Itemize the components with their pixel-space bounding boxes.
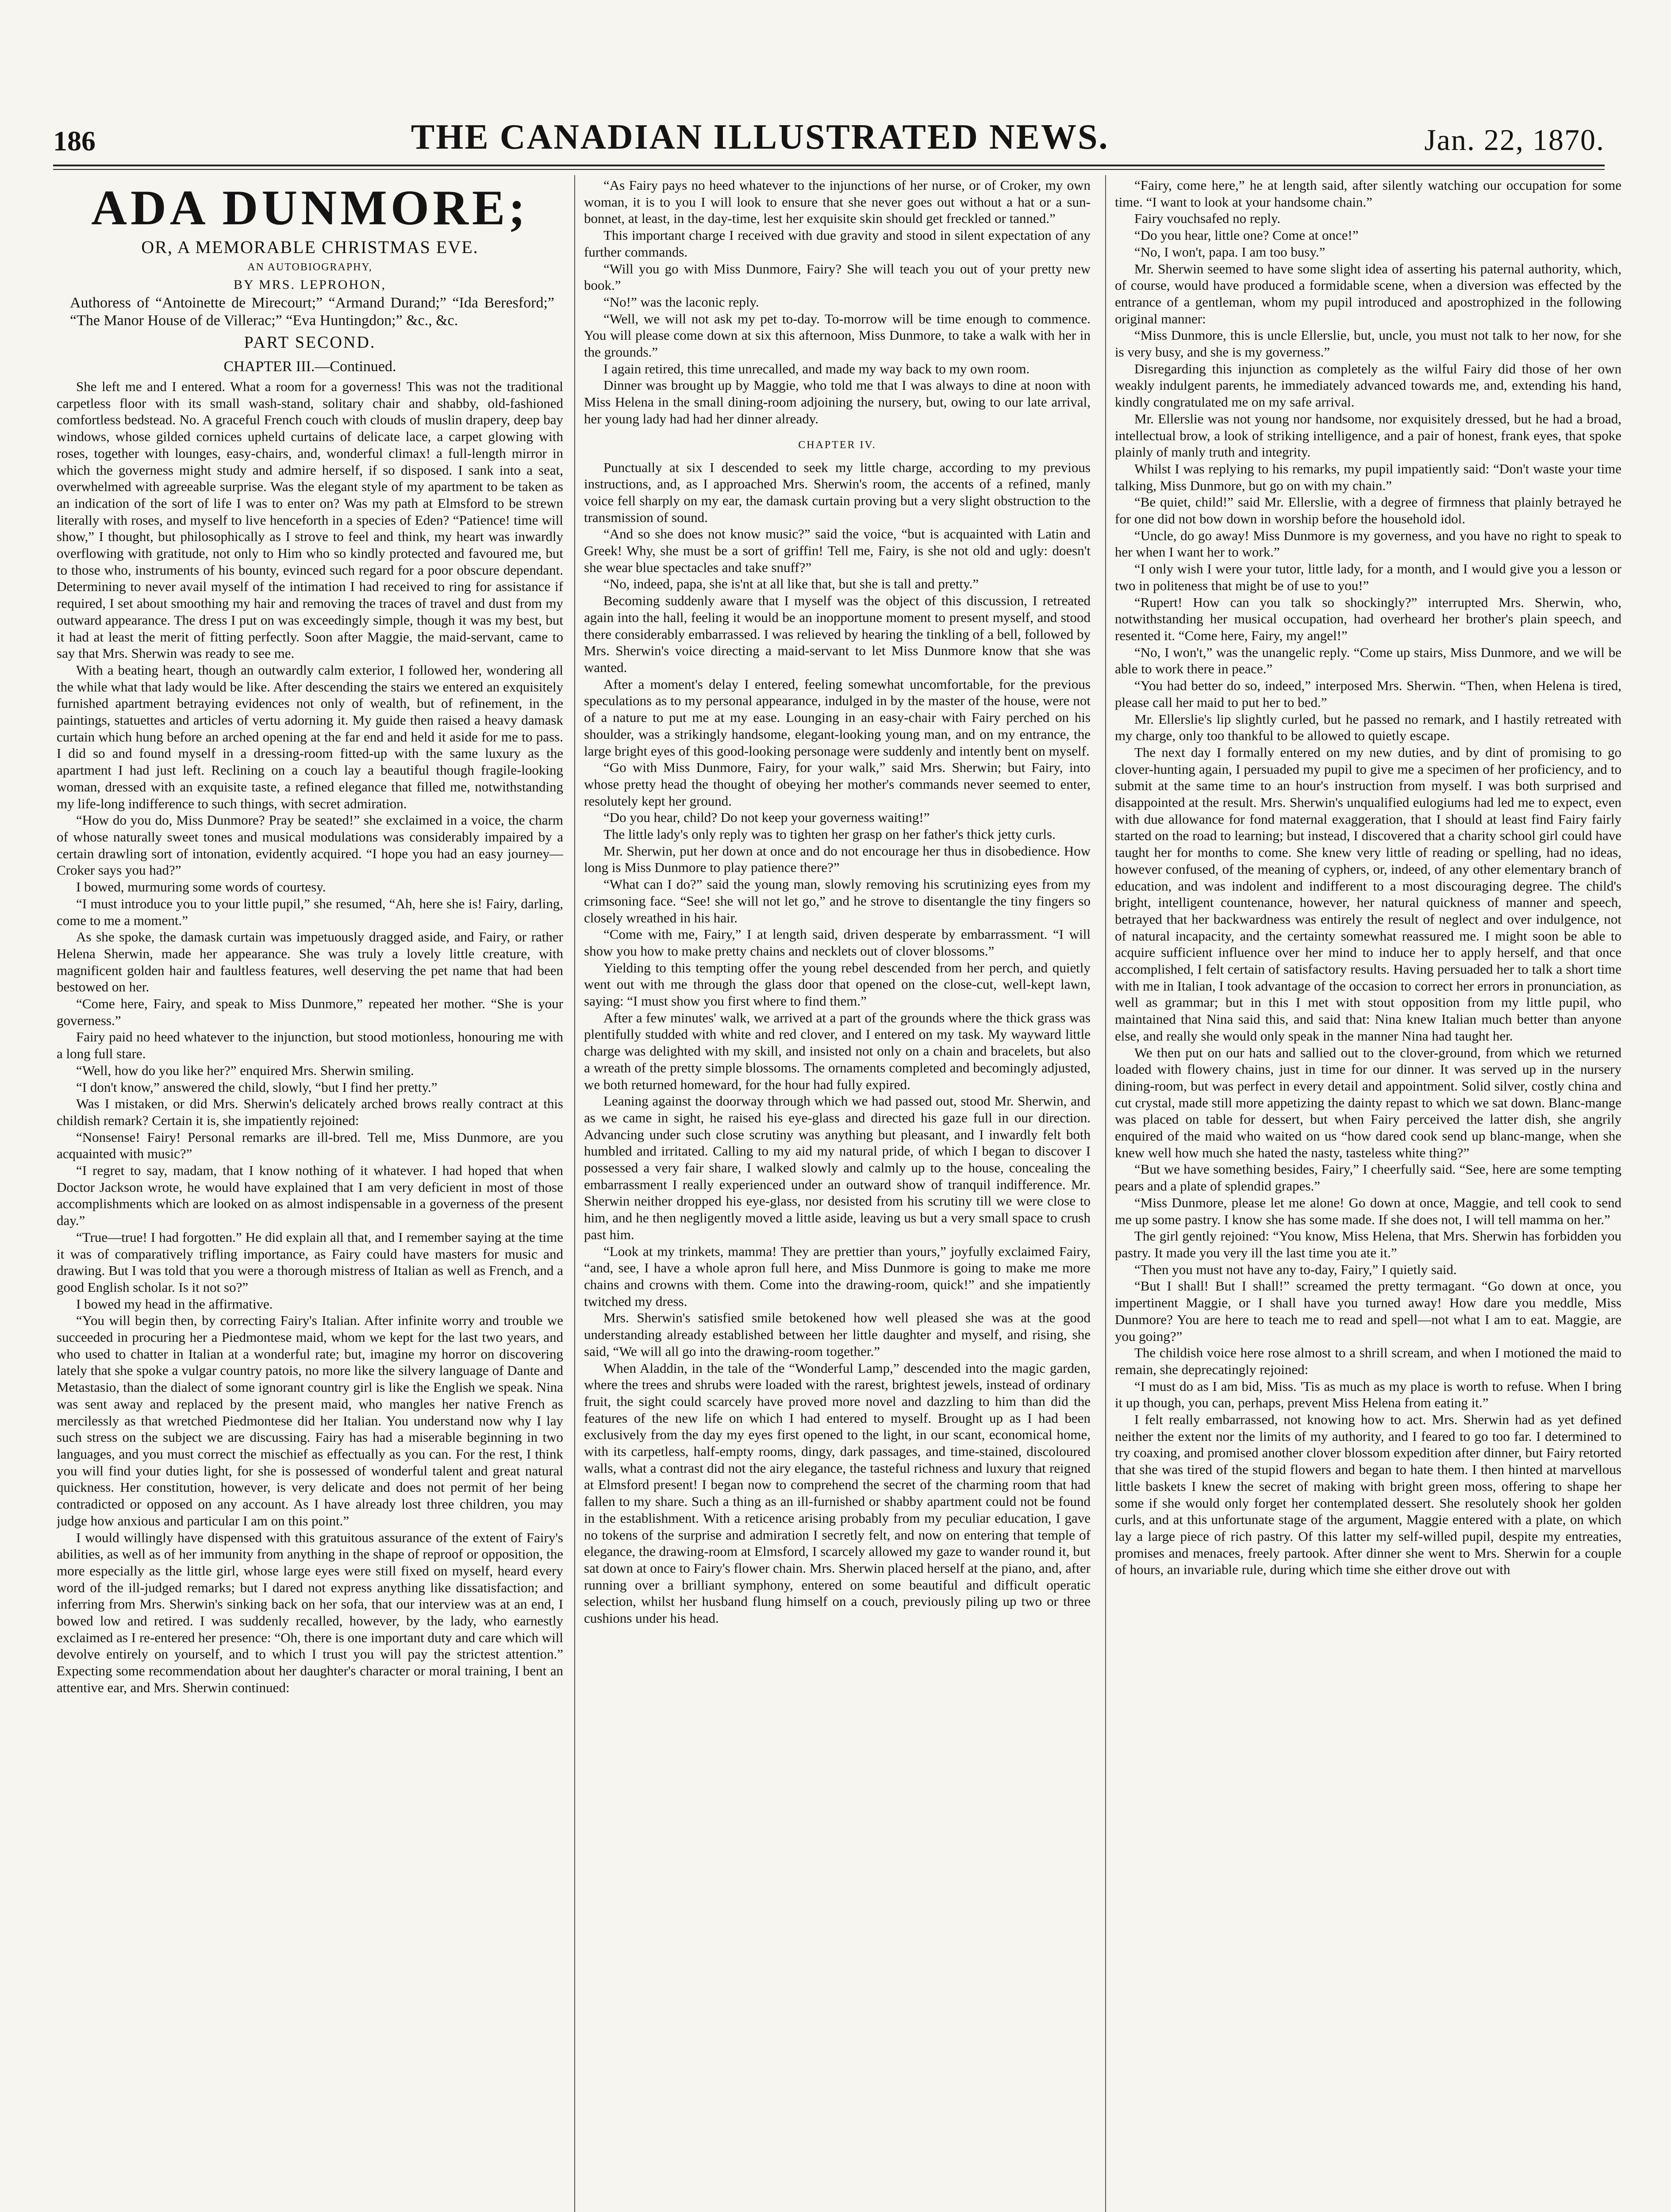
masthead: THE CANADIAN ILLUSTRATED NEWS. bbox=[411, 118, 1109, 157]
story-title: ADA DUNMORE; bbox=[91, 180, 529, 235]
paragraph: The girl gently rejoined: “You know, Miss Helena, that Mrs. Sherwin has forbidden you pastry. It made you very ill the last time you ate it.” bbox=[1115, 1228, 1621, 1260]
paragraph: As she spoke, the damask curtain was impetuously dragged aside, and Fairy, or rather Helena Sherwin, made her appearance. She was truly a lovely little creature, with magnificent golden hair and faultless features, well deserving the pet name that had been bestowed on her. bbox=[57, 929, 563, 995]
paragraph: Mr. Sherwin, put her down at once and do not encourage her thus in disobedience. How long is Miss Dunmore to play patience there?” bbox=[584, 843, 1091, 876]
paragraph: “Then you must not have any to-day, Fairy,” I quietly said. bbox=[1134, 1261, 1457, 1277]
paragraph: “Do you hear, little one? Come at once!” bbox=[1134, 227, 1359, 243]
paragraph: “What can I do?” said the young man, slowly removing his scrutinizing eyes from my crimsoning face. “See! she will not let go,” and he strove to disentangle the tiny fingers so closely wreathed in his hair. bbox=[584, 876, 1091, 926]
byline: BY MRS. LEPROHON, bbox=[234, 277, 386, 292]
paragraph: “Well, how do you like her?” enquired Mrs. Sherwin smiling. bbox=[76, 1062, 414, 1078]
page-number: 186 bbox=[53, 125, 96, 157]
paragraph: Punctually at six I descended to seek my little charge, according to my previous instructions, and, as I approached Mrs. Sherwin's room, the accents of a refined, manly voice fell sharply on my ear, the damask curtain proving but a very slight obstruction to the transmission of sound. bbox=[584, 459, 1091, 525]
page-header bbox=[53, 104, 1605, 157]
paragraph: I bowed my head in the affirmative. bbox=[76, 1296, 273, 1312]
paragraph: Mr. Ellerslie was not young nor handsome, nor exquisitely dressed, but he had a broad, intellectual brow, a look of striking intelligence, and a pair of honest, frank eyes, that spoke plainly of manly truth and integrity. bbox=[1115, 411, 1621, 460]
paragraph: “No, I won't,” was the unangelic reply. “Come up stairs, Miss Dunmore, and we will be able to work there in peace.” bbox=[1115, 644, 1621, 677]
paragraph: The little lady's only reply was to tighten her grasp on her father's thick jetty curls. bbox=[603, 826, 1056, 842]
paragraph: “Nonsense! Fairy! Personal remarks are ill-bred. Tell me, Miss Dunmore, are you acquainted with music?” bbox=[57, 1129, 563, 1162]
paragraph: “I must introduce you to your little pupil,” she resumed, “Ah, here she is! Fairy, darling, come to me a moment.” bbox=[57, 895, 563, 928]
paragraph: Yielding to this tempting offer the young rebel descended from her perch, and quietly went out with me through the glass door that opened on the close-cut, well-kept lawn, saying: “I must show you first where to find them.” bbox=[584, 960, 1091, 1009]
paragraph: She left me and I entered. What a room for a governess! This was not the traditional carpetless floor with its small wash-stand, solitary chair and shabby, old-fashioned comfortless bedstead. No. A graceful French couch with clouds of muslin drapery, deep bay windows, whose gilded cornices upheld curtains of delicate lace, a carpet glowing with roses, together with lounges, easy-chairs, and, wonderful climax! a full-length mirror in which the governess might study and admire herself, if so disposed. I sank into a seat, overwhelmed with agreeable surprise. Was the elegant style of my apartment to be taken as an indication of the sort of life I was to enter on? Was my path at Elmsford to be strewn literally with roses, and myself to live henceforth in a species of Eden? “Patience! time will show,” I thought, but philosophically as I strove to feel and think, my heart was inwardly overflowing with gratitude, not only to Him who so kindly protected and favoured me, but to those who, instruments of his bounty, evinced such regard for a poor obscure dependant. Determining to never avail myself of the intimation I had received to ring for assistance if required, I set about smoothing my hair and removing the traces of travel and dust from my outward appearance. The dress I put on was exceedingly simple, though it was my best, but it had at least the merit of fitting perfectly. Soon after Maggie, the maid-servant, came to say that Mrs. Sherwin was ready to see me. bbox=[57, 379, 563, 661]
paragraph: Disregarding this injunction as completely as the wilful Fairy did those of her own weakly indulgent parents, he immediately advanced towards me, and, extending his hand, kindly congratulated me on my safe arrival. bbox=[1115, 361, 1621, 410]
issue-date: Jan. 22, 1870. bbox=[1424, 123, 1605, 157]
paragraph: “I regret to say, madam, that I know nothing of it whatever. I had hoped that when Doctor Jackson wrote, he would have explained that I am very deficient in most of those accomplishments which are looked on as almost indispensable in a governess of the present day.” bbox=[57, 1163, 563, 1229]
column-3-text bbox=[1115, 177, 1621, 1578]
paragraph: Mr. Ellerslie's lip slightly curled, but he passed no remark, and I hastily retreated with my charge, only too thankful to be allowed to quietly escape. bbox=[1115, 711, 1621, 744]
paragraph: With a beating heart, though an outwardly calm exterior, I followed her, wondering all the while what that lady would be like. After descending the stairs we entered an exquisitely furnished apartment betraying evidences not only of wealth, but of refinement, in the paintings, statuettes and articles of vertu adorning it. My guide then raised a heavy damask curtain which hung before an arched opening at the far end and held it aside for me to pass. I did so and found myself in a dressing-room fitted-up with the same luxury as the apartment I had just left. Reclining on a couch lay a beautiful though fragile-looking woman, dressed with an exquisite taste, a refined elegance that filled me, notwithstanding my life-long indifference to such things, with secret admiration. bbox=[57, 662, 563, 811]
paragraph: “No!” was the laconic reply. bbox=[603, 294, 759, 310]
paragraph: “I only wish I were your tutor, little lady, for a month, and I would give you a lesson or two in politeness that might be of use to you!” bbox=[1115, 561, 1621, 593]
column-1-text bbox=[57, 378, 563, 1696]
column-2 bbox=[584, 177, 1091, 2212]
paragraph: Becoming suddenly aware that I myself was the object of this discussion, I retreated again into the hall, feeling it would be an inopportune moment to present myself, and stood there considerably embarrassed. I was relieved by hearing the tinkling of a bell, followed by Mrs. Sherwin's voice directing a maid-servant to let Miss Dunmore know that she was wanted. bbox=[584, 593, 1091, 675]
paragraph: I bowed, murmuring some words of courtesy. bbox=[76, 879, 326, 895]
column-3 bbox=[1115, 177, 1621, 2212]
paragraph: “You will begin then, by correcting Fairy's Italian. After infinite worry and trouble we succeeded in procuring her a Piedmontese maid, whom we kept for the last two years, and who used to chatter in Italian at a wonderful rate; but, imagine my horror on discovering lately that she spoke a vulgar country patois, no more like the silvery language of Dante and Metastasio, than the dialect of some ignorant country girl is like the English we speak. Nina was sent away and replaced by the present maid, who mangles her native French as mercilessly as that wretched Piedmontese did her Italian. You understand now why I lay such stress on the subject we are discussing. Fairy has had a miserable beginning in two languages, and you must correct the mischief as effectually as you can. For the rest, I think you will find your duties light, for she is possessed of wonderful talent and great natural quickness. Her constitution, however, is very delicate and does not permit of her being contradicted or opposed on any account. As I have already lost three children, you may judge how anxious and particular I am on this point.” bbox=[57, 1313, 563, 1528]
header-rule-thin bbox=[53, 169, 1605, 170]
paragraph: “As Fairy pays no heed whatever to the injunctions of her nurse, or of Croker, my own woman, it is to you I will look to ensure that she never goes out without a hat or a sun-bonnet, at least, in the day-time, lest her exquisite skin should get freckled or tanned.” bbox=[584, 177, 1091, 227]
authorship-line: Authoress of “Antoinette de Mirecourt;” “Armand Durand;” “Ida Beresford;” “The Manor House of de Villerac;” “Eva Huntingdon;” &c., &c. bbox=[70, 295, 554, 329]
story-genre: AN AUTOBIOGRAPHY, bbox=[247, 261, 373, 273]
column-2-text-top bbox=[584, 177, 1091, 427]
paragraph: “Look at my trinkets, mamma! They are prettier than yours,” joyfully exclaimed Fairy, “and, see, I have a whole apron full here, and Miss Dunmore is going to make me more chains and crowns with them. Come into the drawing-room, quick!” and she impatiently twitched my dress. bbox=[584, 1243, 1091, 1309]
story-subtitle: OR, A MEMORABLE CHRISTMAS EVE. bbox=[141, 237, 479, 257]
paragraph: “But I shall! But I shall!” screamed the pretty termagant. “Go down at once, you impertinent Maggie, or I shall have you turned away! How dare you meddle, Miss Dunmore? You are here to teach me to read and spell—not what I am to eat. Maggie, are you going?” bbox=[1115, 1278, 1621, 1344]
paragraph: “Miss Dunmore, please let me alone! Go down at once, Maggie, and tell cook to send me up some pastry. I know she has some made. If she does not, I will tell mamma on her.” bbox=[1115, 1194, 1621, 1227]
paragraph: “And so she does not know music?” said the voice, “but is acquainted with Latin and Greek! Why, she must be a sort of griffin! Tell me, Fairy, is she not old and ugly: doesn't she wear blue spectacles and take snuff?” bbox=[584, 526, 1091, 575]
paragraph: “I don't know,” answered the child, slowly, “but I find her pretty.” bbox=[76, 1079, 438, 1095]
header-rule bbox=[53, 165, 1605, 166]
paragraph: “Rupert! How can you talk so shockingly?” interrupted Mrs. Sherwin, who, notwithstanding her musical occupation, had overheard her brother's plain speech, and resented it. “Come here, Fairy, my angel!” bbox=[1115, 594, 1621, 643]
paragraph: “True—true! I had forgotten.” He did explain all that, and I remember saying at the time it was of comparatively trifling importance, as Fairy could have masters for music and drawing. But I was told that you were a thorough mistress of Italian as well as French, and a good English scholar. Is it not so?” bbox=[57, 1229, 563, 1295]
chapter-4-heading: CHAPTER IV. bbox=[798, 439, 876, 451]
paragraph: I would willingly have dispensed with this gratuitous assurance of the extent of Fairy's abilities, as well as of her immunity from anything in the shape of reproof or opposition, the more especially as the little girl, whose large eyes were still fixed on myself, heard every word of the ill-judged remarks; but I dared not express anything like dissatisfaction; and inferring from Mrs. Sherwin's sinking back on her sofa, that our interview was at an end, I bowed low and retired. I was suddenly recalled, however, by the lady, who earnestly exclaimed as I re-entered her presence: “Oh, there is one important duty and care which will devolve entirely on yourself, and to which I trust you will pay the strictest attention.” Expecting some recommendation about her daughter's character or moral training, I bent an attentive ear, and Mrs. Sherwin continued: bbox=[57, 1529, 563, 1695]
paragraph: Mrs. Sherwin's satisfied smile betokened how well pleased she was at the good understanding already established between her little daughter and myself, and rising, she said, “We will all go into the drawing-room together.” bbox=[584, 1310, 1091, 1359]
paragraph: Mr. Sherwin seemed to have some slight idea of asserting his paternal authority, which, of course, would have produced a formidable scene, when a diversion was effected by the entrance of a gentleman, whom my pupil introduced and apostrophized in the following original manner: bbox=[1115, 261, 1621, 326]
column-2-text-bottom bbox=[584, 459, 1091, 1627]
paragraph: Whilst I was replying to his remarks, my pupil impatiently said: “Don't waste your time talking, Miss Dunmore, but go on with my chain.” bbox=[1115, 461, 1621, 493]
chapter-heading: CHAPTER III.—Continued. bbox=[223, 358, 396, 375]
paragraph: We then put on our hats and sallied out to the clover-ground, from which we returned loaded with flowery chains, just in time for our dinner. It was served up in the nursery dining-room, but was perfect in every detail and appointment. Solid silver, costly china and cut crystal, made still more appetizing the dainty repast to which we sat down. Blanc-mange was placed on table for dessert, but when Fairy perceived the latter dish, she angrily enquired of the maid who waited on us “how dared cook send up blanc-mange, when she knew well how much she hated the nasty, tasteless white thing?” bbox=[1115, 1045, 1621, 1160]
paragraph: “Go with Miss Dunmore, Fairy, for your walk,” said Mrs. Sherwin; but Fairy, into whose pretty head the thought of obeying her mother's commands never seemed to enter, resolutely kept her ground. bbox=[584, 760, 1091, 809]
paragraph: After a moment's delay I entered, feeling somewhat uncomfortable, for the previous speculations as to my personal appearance, indulged in by the master of the house, were not of a nature to put me at my ease. Lounging in an easy-chair with Fairy perched on his shoulder, was a strikingly handsome, elegant-looking young man, and on my entrance, the large bright eyes of this good-looking personage were suddenly and intently bent on myself. bbox=[584, 676, 1091, 759]
paragraph: “But we have something besides, Fairy,” I cheerfully said. “See, here are some tempting pears and a plate of splendid grapes.” bbox=[1115, 1161, 1621, 1194]
paragraph: I again retired, this time unrecalled, and made my way back to my own room. bbox=[603, 361, 1030, 376]
part-heading: PART SECOND. bbox=[244, 333, 376, 352]
paragraph: “Well, we will not ask my pet to-day. To-morrow will be time enough to commence. You will please come down at six this afternoon, Miss Dunmore, to take a walk with her in the grounds.” bbox=[584, 311, 1091, 360]
paragraph: “Come with me, Fairy,” I at length said, driven desperate by embarrassment. “I will show you how to make pretty chains and necklets out of clover blossoms.” bbox=[584, 926, 1091, 959]
paragraph: “Fairy, come here,” he at length said, after silently watching our occupation for some time. “I want to look at your handsome chain.” bbox=[1115, 177, 1621, 210]
paragraph: Fairy paid no heed whatever to the injunction, but stood motionless, honouring me with a long full stare. bbox=[57, 1029, 563, 1062]
paragraph: “Be quiet, child!” said Mr. Ellerslie, with a degree of firmness that plainly betrayed he for one did not bow down in worship before the household idol. bbox=[1115, 494, 1621, 527]
paragraph: Was I mistaken, or did Mrs. Sherwin's delicately arched brows really contract at this childish remark? Certain it is, she impatiently rejoined: bbox=[57, 1096, 563, 1128]
paragraph: “Miss Dunmore, this is uncle Ellerslie, but, uncle, you must not talk to her now, for she is very busy, and she is my governess.” bbox=[1115, 327, 1621, 360]
column-1 bbox=[57, 177, 563, 2212]
paragraph: “Uncle, do go away! Miss Dunmore is my governess, and you have no right to speak to her when I want her to work.” bbox=[1115, 527, 1621, 560]
paragraph: When Aladdin, in the tale of the “Wonderful Lamp,” descended into the magic garden, where the trees and shrubs were loaded with the rarest, brightest jewels, instead of ordinary fruit, the sight could scarcely have proved more novel and dazzling to him than did the features of the new life on which I had entered to myself. Brought up as I had been exclusively from the day my eyes first opened to the light, in our scant, economical home, with its carpetless, half-empty rooms, dingy, dark passages, and time-stained, discoloured walls, what a contrast did not the airy elegance, the tasteful richness and luxury that reigned at Elmsford present! I began now to comprehend the secret of the charming room that had fallen to my share. Such a thing as an ill-furnished or shabby apartment could not be found in the establishment. With a reticence arising probably from my peculiar education, I gave no tokens of the surprise and admiration I secretly felt, and now on entering that temple of elegance, the drawing-room at Elmsford, I scarcely allowed my gaze to wander round it, but sat down at once to Fairy's flower chain. Mrs. Sherwin placed herself at the piano, and, after running over a brilliant symphony, entered on some beautiful and difficult operatic selection, whilst her husband flung himself on a couch, previously piling up two or three cushions under his head. bbox=[584, 1360, 1091, 1626]
paragraph: “Come here, Fairy, and speak to Miss Dunmore,” repeated her mother. “She is your governess.” bbox=[57, 996, 563, 1028]
paragraph: “You had better do so, indeed,” interposed Mrs. Sherwin. “Then, when Helena is tired, please call her maid to put her to bed.” bbox=[1115, 678, 1621, 710]
paragraph: “No, I won't, papa. I am too busy.” bbox=[1134, 244, 1325, 260]
column-divider bbox=[1105, 175, 1106, 2212]
paragraph: “How do you do, Miss Dunmore? Pray be seated!” she exclaimed in a voice, the charm of whose naturally sweet tones and musical modulations was considerably impaired by a certain drawling sort of intonation, evidently acquired. “I hope you had an easy journey—Croker says you had?” bbox=[57, 812, 563, 878]
paragraph: “Do you hear, child? Do not keep your governess waiting!” bbox=[603, 810, 930, 826]
paragraph: Fairy vouchsafed no reply. bbox=[1134, 211, 1281, 227]
paragraph: The next day I formally entered on my new duties, and by dint of promising to go clover-hunting again, I persuaded my pupil to give me a specimen of her proficiency, and to submit at the same time to an hour's instruction from myself. I was both surprised and disappointed at the result. Mrs. Sherwin's unqualified eulogiums had led me to expect, even with due allowance for fond maternal exaggeration, that I should at least find Fairy fairly started on the road to learning; but instead, I discovered that a charity school girl could have taught her for months to come. She knew very little of reading or spelling, had no ideas, however confused, of the meaning of cyphers, or, indeed, of any other elementary branch of education, and was indolent and indifferent to a most discouraging degree. The child's bright, intelligent countenance, however, her natural quickness of manner and speech, betrayed that her backwardness was entirely the result of neglect and over indulgence, not of natural incapacity, and the certainty somewhat reassured me. I might soon be able to acquire sufficient influence over her mind to induce her to apply herself, and that once accomplished, I felt certain of satisfactory results. Having persuaded her to talk a short time with me in Italian, I took advantage of the occasion to correct her errors in pronunciation, as well as grammar; but in this I met with stout opposition from my little pupil, who maintained that Nina said this, and said that: Nina knew Italian much better than anyone else, and really she would only speak in the manner Nina had taught her. bbox=[1115, 744, 1621, 1044]
column-divider bbox=[574, 175, 575, 2212]
paragraph: I felt really embarrassed, not knowing how to act. Mrs. Sherwin had as yet defined neither the extent nor the limits of my authority, and I feared to go too far. I determined to try coaxing, and promised another clover blossom expedition after dinner, but Fairy retorted that she was tired of the stupid flowers and began to hate them. I then hinted at marvellous little baskets I knew the secret of making with bright green moss, offering to shape her some if she would only forget her contemplated dessert. She resolutely shook her golden curls, and at this unfortunate stage of the argument, Maggie entered with a plate, on which lay a large piece of rich pastry. Of this latter my self-willed pupil, despite my entreaties, promises and menaces, freely partook. After dinner she went to Mrs. Sherwin for a couple of hours, an invariable rule, during which time she either drove out with bbox=[1115, 1412, 1621, 1578]
paragraph: Leaning against the doorway through which we had passed out, stood Mr. Sherwin, and as we came in sight, he raised his eye-glass and directed his gaze full in our direction. Advancing under such close scrutiny was anything but pleasant, and I inwardly felt both humbled and irritated. Calling to my aid my natural pride, of which I began to discover I possessed a very fair share, I walked slowly and calmly up to the house, concealing the embarrassment I really experienced under an outward show of tranquil indifference. Mr. Sherwin neither dropped his eye-glass, nor desisted from his scrutiny till we were close to him, and he then negligently moved a little aside, leaving us but a very small space to crush past him. bbox=[584, 1093, 1091, 1242]
paragraph: Dinner was brought up by Maggie, who told me that I was always to dine at noon with Miss Helena in the small dining-room adjoining the nursery, but, owing to our late arrival, her young lady had had her dinner already. bbox=[584, 377, 1091, 426]
paragraph: “Will you go with Miss Dunmore, Fairy? She will teach you out of your pretty new book.” bbox=[584, 261, 1091, 293]
paragraph: This important charge I received with due gravity and stood in silent expectation of any further commands. bbox=[584, 227, 1091, 260]
paragraph: “I must do as I am bid, Miss. 'Tis as much as my place is worth to refuse. When I bring it up though, you can, perhaps, prevent Miss Helena from eating it.” bbox=[1115, 1378, 1621, 1411]
paragraph: After a few minutes' walk, we arrived at a part of the grounds where the thick grass was plentifully studded with white and red clover, and I entered on my task. My wayward little charge was delighted with my skill, and insisted not only on a chain and bracelets, but also a wreath of the pretty simple blossoms. The ornaments completed and becomingly adjusted, we both returned homeward, for the hour had fully expired. bbox=[584, 1010, 1091, 1092]
paragraph: “No, indeed, papa, she is'nt at all like that, but she is tall and pretty.” bbox=[603, 576, 979, 592]
paragraph: The childish voice here rose almost to a shrill scream, and when I motioned the maid to remain, she deprecatingly rejoined: bbox=[1115, 1345, 1621, 1377]
